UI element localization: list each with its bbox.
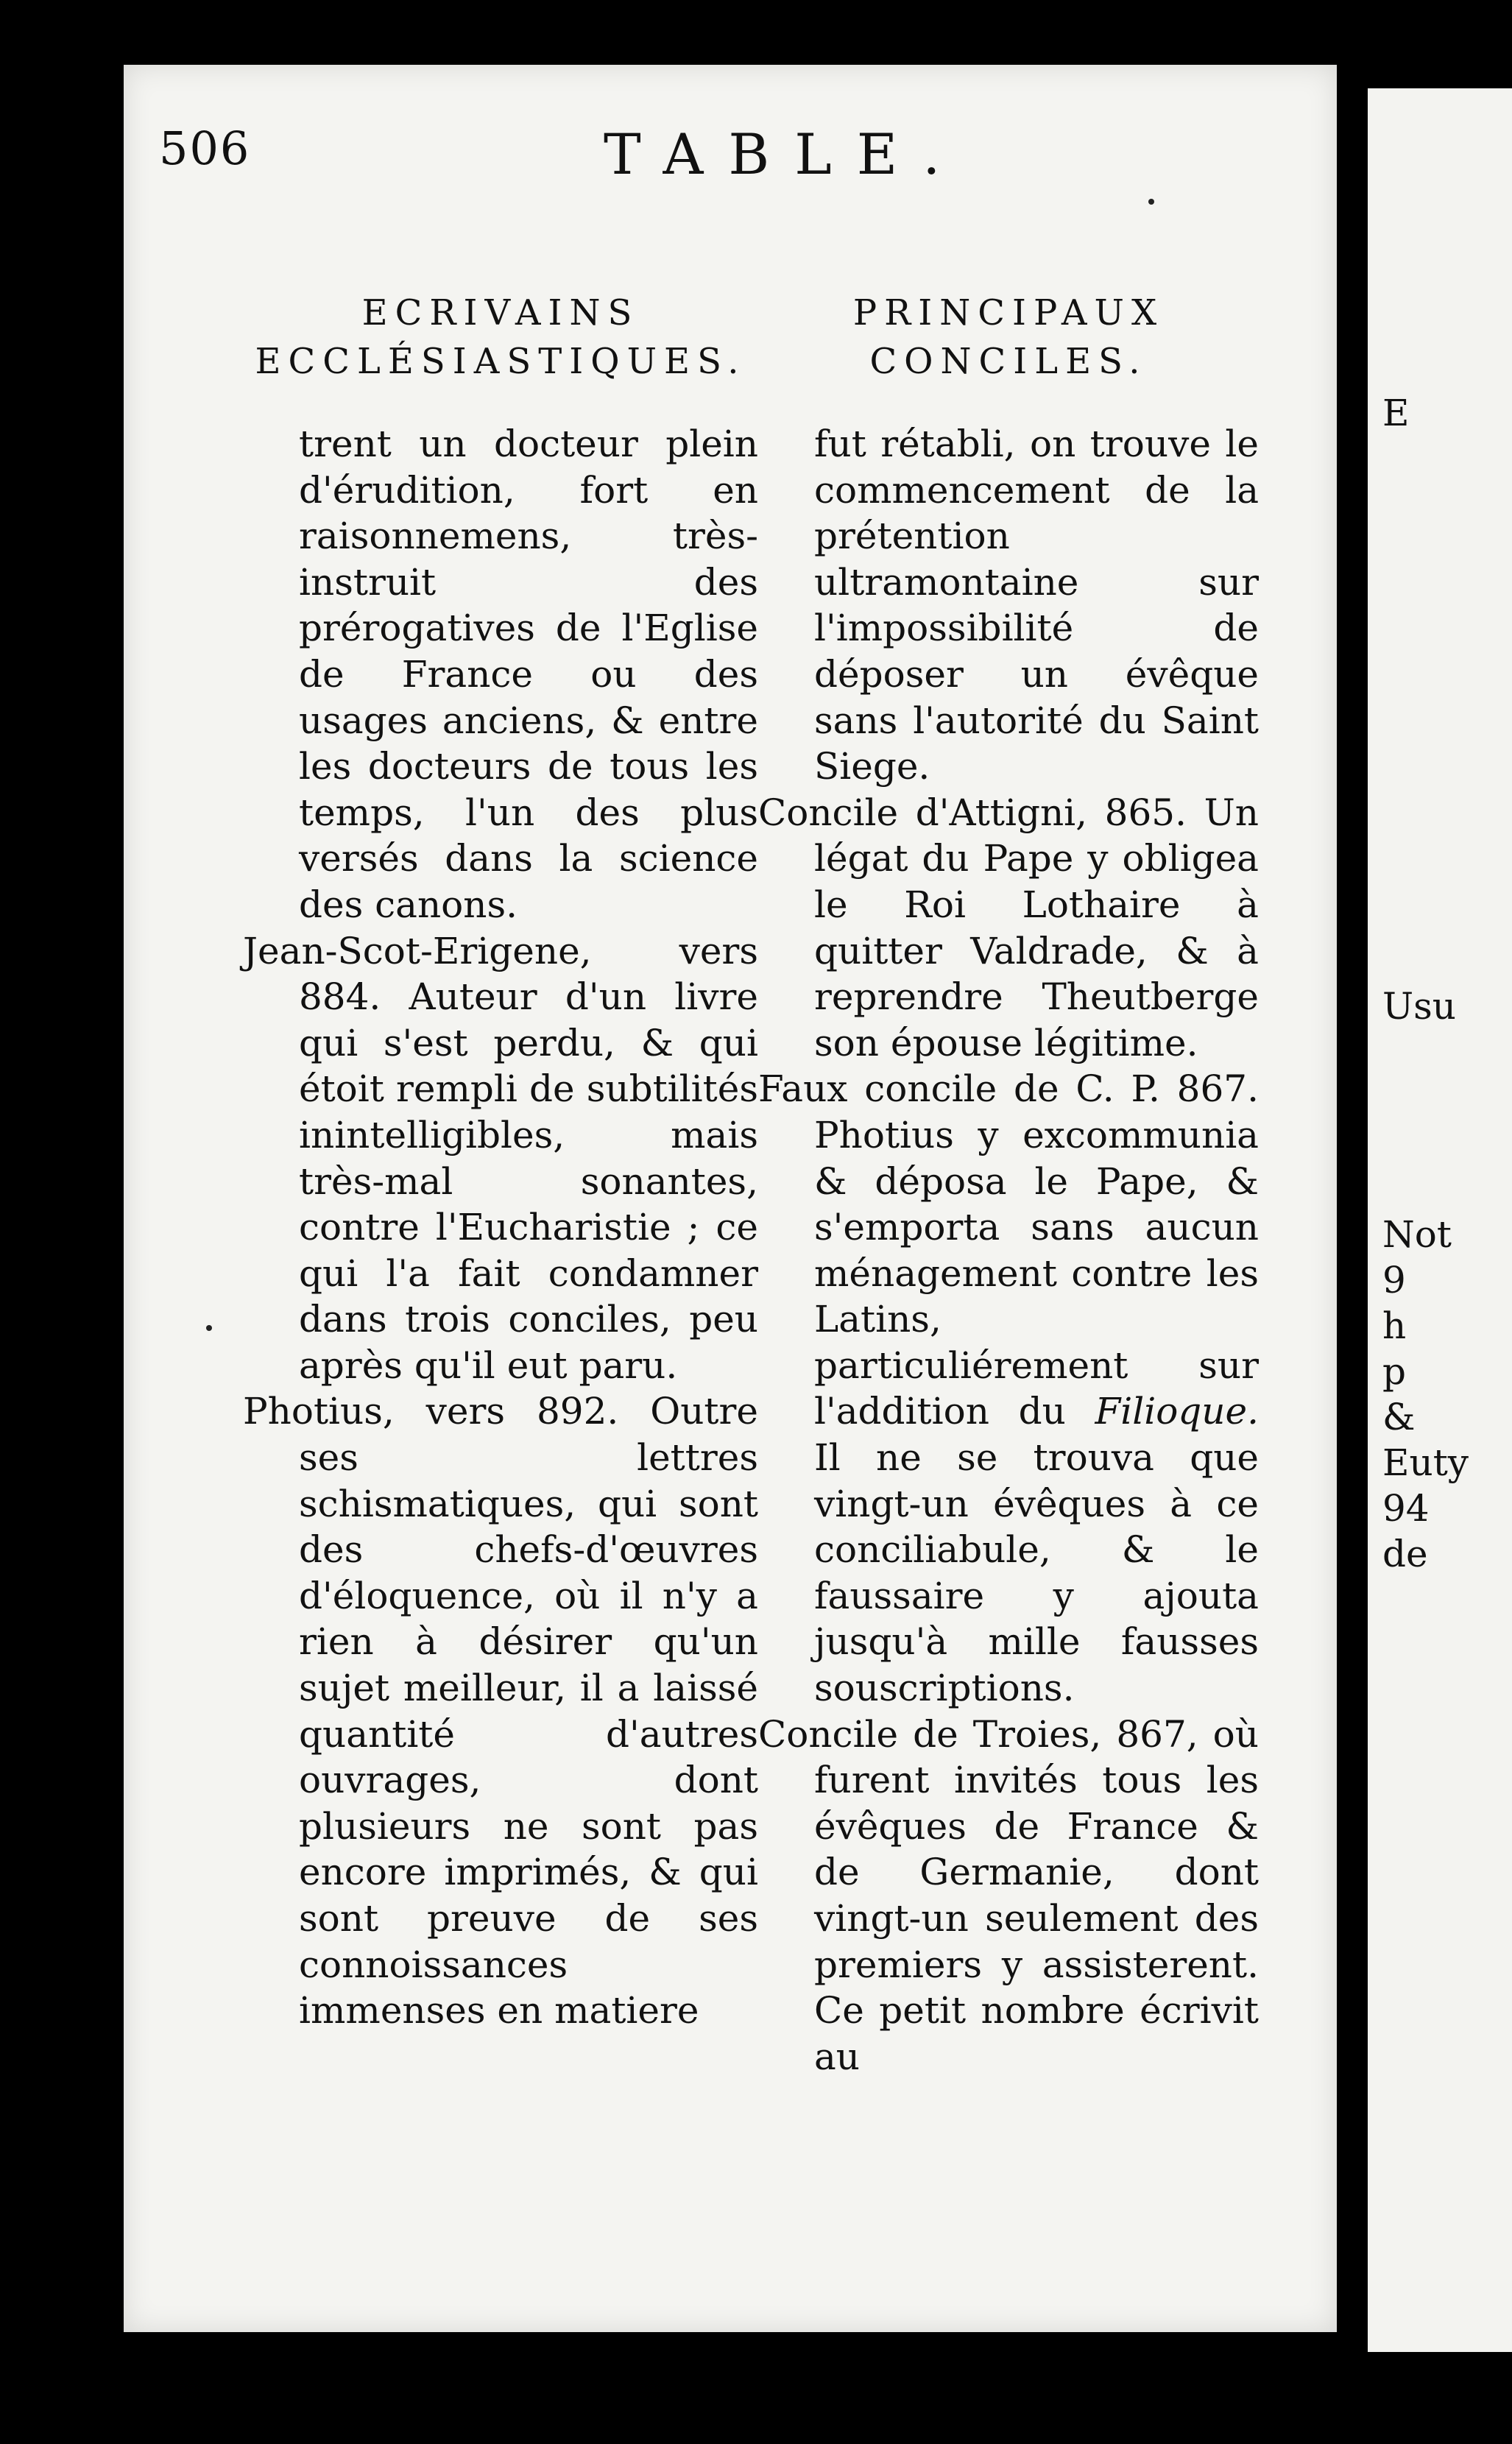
right-column <box>758 289 1259 2080</box>
right-column-title: PRINCIPAUX CONCILES. <box>852 292 1165 382</box>
left-entries <box>243 421 758 2034</box>
table-entry <box>758 790 1259 1067</box>
table-entry <box>758 421 1259 790</box>
entry-text: trent un docteur plein d'érudition, fort en raisonnemens, très-instruit des prérogatives de l'Eglise de France ou des usages anciens, & entre les docteurs de tous les temps, l'un des plus versés dans la science des canons. <box>299 423 758 926</box>
table-entry <box>243 928 758 1389</box>
left-column <box>243 289 758 2034</box>
table-entry <box>758 1712 1259 2080</box>
entry-text-continued: Il ne se trouva que vingt-un évêques à ce conciliabule, & le faussaire y ajouta jusqu'à mille fausses souscriptions. <box>814 1436 1259 1710</box>
table-entry <box>758 1066 1259 1711</box>
entry-text: Photius, vers 892. Outre ses lettres schismatiques, qui sont des chefs-d'œuvres d'éloquence, où il n'y a rien à désirer qu'un sujet meilleur, il a laissé quantité d'autres ouvrages, dont plusieurs ne sont pas encore imprimés, & qui sont preuve de ses connoissances immenses en matiere <box>243 1390 758 2032</box>
ink-mark <box>206 1325 212 1331</box>
entry-text: Concile d'Attigni, 865. Un légat du Pape y obligea le Roi Lothaire à quitter Valdrade, & à reprendre Theutberge son épouse légitime. <box>758 791 1259 1064</box>
running-title: TABLE. <box>604 121 966 187</box>
table-entry <box>243 421 758 928</box>
entry-text: Jean-Scot-Erigene, vers 884. Auteur d'un livre qui s'est perdu, & qui étoit rempli de subtilités inintelligibles, mais très-mal sonantes, contre l'Eucharistie ; ce qui l'a fait condamner dans trois conciles, peu après qu'il eut paru. <box>243 929 758 1387</box>
table-entry <box>243 1388 758 2033</box>
ink-mark <box>1148 199 1154 205</box>
entry-text: Faux concile de C. P. 867. Photius y excommunia & déposa le Pape, & s'emporta sans aucun ménagement contre les Latins, particuliérement sur l'addition du <box>758 1067 1259 1433</box>
right-entries <box>758 421 1259 2080</box>
entry-text: fut rétabli, on trouve le commencement de la prétention ultramontaine sur l'impossibilité de déposer un évêque sans l'autorité du Saint Siege. <box>814 423 1259 788</box>
entry-italic: Filioque. <box>1095 1390 1259 1433</box>
left-column-title: ECRIVAINS ECCLÉSIASTIQUES. <box>255 292 746 382</box>
page-number: 506 <box>159 121 251 175</box>
facing-page <box>1368 88 1512 2352</box>
facing-page-fragment: E Usu Not 9 h p & Euty 94 de <box>1382 392 1469 1575</box>
entry-text: Concile de Troies, 867, où furent invités tous les évêques de France & de Germanie, dont vingt-un seulement des premiers y assisterent. Ce petit nombre écrivit au <box>758 1712 1259 2078</box>
